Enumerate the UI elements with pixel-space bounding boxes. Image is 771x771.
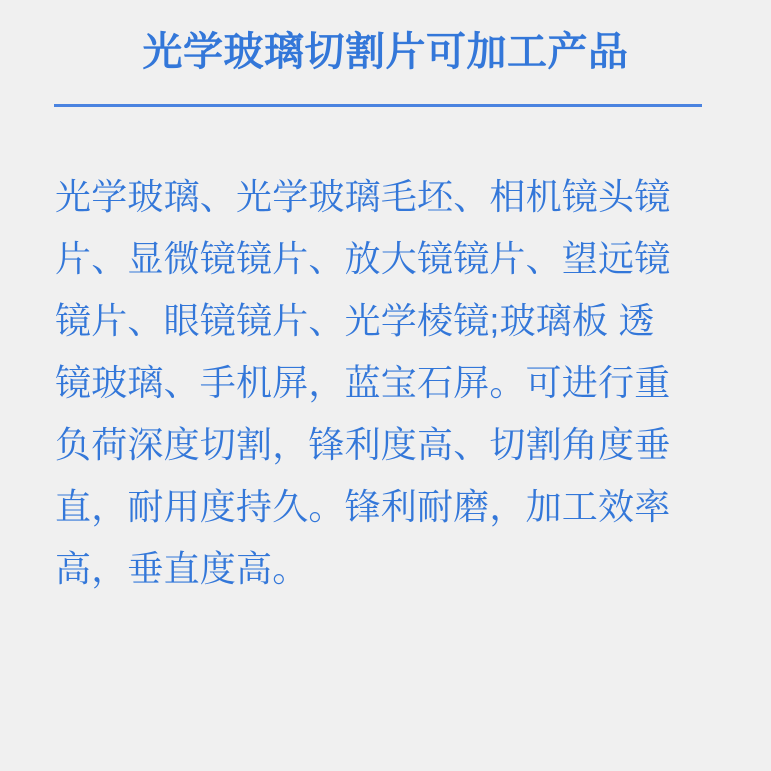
- title-divider: [54, 104, 702, 107]
- page-title: 光学玻璃切割片可加工产品: [142, 30, 629, 74]
- description-line: 高，垂直度高。: [55, 548, 309, 589]
- description-line: 镜玻璃、手机屏，蓝宝石屏。可进行重: [55, 362, 671, 403]
- description-line: 光学玻璃、光学玻璃毛坯、相机镜头镜: [55, 176, 671, 217]
- description-line: 负荷深度切割，锋利度高、切割角度垂: [55, 424, 671, 465]
- description-line: 片、显微镜镜片、放大镜镜片、望远镜: [55, 238, 671, 279]
- description-line: 直，耐用度持久。锋利耐磨，加工效率: [55, 486, 671, 527]
- description-line: 镜片、眼镜镜片、光学棱镜;玻璃板 透: [55, 300, 655, 341]
- product-description: [55, 166, 717, 600]
